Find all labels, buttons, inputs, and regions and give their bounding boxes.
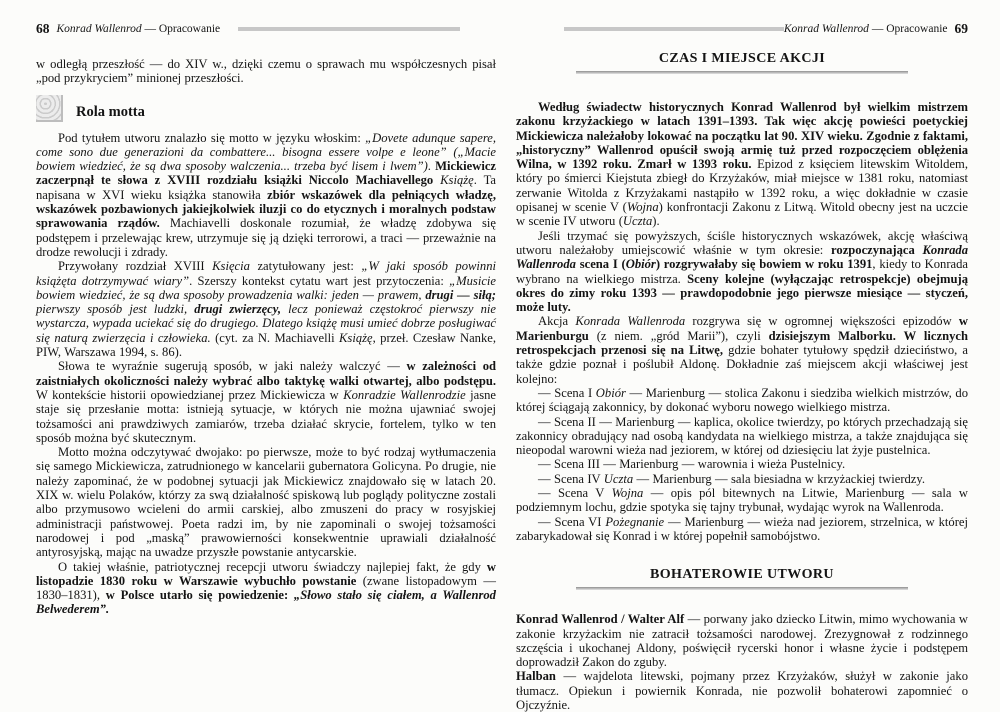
page-header-right — [516, 22, 968, 36]
page-header-left — [36, 22, 496, 36]
text-run: Książę — [339, 330, 373, 345]
text-run: Księcia — [212, 259, 250, 274]
text-run: Sceny kolejne (wyłączając retrospekcje) obejmują okres do zimy roku 1393 — prawdopodobnie jego pierwsze miesiące — styczeń, może luty. — [516, 271, 968, 315]
paragraph — [516, 100, 968, 229]
text-run: „Dovete adunque sapere, come sono due generazioni da combattere... bisogna essere volpe e leone” — [36, 130, 496, 159]
text-run: Pożegnanie — [605, 514, 665, 529]
text-run: — opis pól bitewnych na Litwie, Marienburg — sala w podziemnym lochu, gdzie spotyka się tajny trybunał, wydając wyrok na Wallenroda. — [516, 486, 968, 515]
text-run: drugi zwierzęcy, — [194, 302, 282, 317]
text-run: „Musicie bowiem wiedzieć, że są dwa sposoby prowadzenia walki: jeden — prawem, — [36, 273, 496, 302]
text-run: (z niem. „gród Marii”), czyli — [588, 328, 769, 343]
text-run: — wajdelota litewski, pojmany przez Krzyżaków, służył w zakonie jako tłumacz. Opiekun i powiernik Konrada, nie pozwolił bohaterowi zapomnieć o Ojczyźnie. — [516, 669, 968, 712]
text-run: Konradzie Wallenrodzie — [343, 387, 466, 402]
text-run: — Scena VI — [538, 514, 606, 529]
paragraph — [516, 314, 968, 385]
text-run: W kontekście historii opowiedzianej przez Mickiewicza w — [36, 387, 344, 402]
motto-section-heading — [36, 95, 496, 124]
paragraph — [516, 472, 968, 486]
page-number-left: 68 — [36, 21, 50, 36]
text-run: Pod tytułem utworu znalazło się motto w języku włoskim: — [58, 130, 366, 145]
text-run: „Słowo stało się ciałem, a Wallenrod Belwederem”. — [36, 588, 496, 617]
text-run: Przywołany rozdział XVIII — [58, 259, 213, 274]
bohaterowie-text — [516, 612, 968, 712]
text-run: — Marienburg — wieża nad jeziorem, strzelnica, w której zabarykadował się Konrad i w której popełnił samobójstwo. — [516, 514, 968, 543]
paragraph — [36, 259, 496, 359]
text-run: — Scena I — [538, 385, 596, 400]
paragraph — [36, 131, 496, 260]
text-run: rozgrywa się w ogromnej większości epizodów — [685, 314, 959, 329]
text-run: Halban — [516, 669, 556, 684]
text-run: — Marienburg — sala biesiadna w krzyżackiej twierdzy. — [633, 471, 926, 486]
text-run: O takiej właśnie, patriotycznej recepcji utworu świadczy najlepiej fakt, że gdy — [58, 559, 487, 574]
paragraph — [516, 515, 968, 544]
text-run: jasne staje się przesłanie motta: istnieją sytuacje, w których nie można ujawniać swojej tożsamości ani prawdziwych zamiarów, trzeba działać skrycie, fortelem, tylko w ten sposób można być skutecznym. — [36, 387, 497, 445]
text-run: Według świadectw historycznych Konrad Wallenrod był wielkim mistrzem zakonu krzyżackiego w latach 1391–1393. Tak więc akcję powieści poetyckiej Mickiewicza należałoby lokować na początku lat 90. XIV wieku. Zgodnie z faktami, „historyczny” Wallenrod opuścił swoją armię tuż przed rozpoczęciem oblężenia Wilna, w 1392 roku. Zmarł w 1393 roku. — [516, 100, 968, 172]
text-run: Mickiewicz zaczerpnął te słowa z XVIII rozdziału książki Niccolo Machiavellego — [36, 159, 496, 188]
text-run: Machiavelli doskonale rozumiał, że władzę zdobywa się podstępem i przelewając krew, utrzymuje się ją dzięki terrorowi, a traci — przeważnie na drodze rewolucji i zdrady. — [36, 216, 496, 259]
text-run: . Szerszy kontekst cytatu wart jest przytoczenia: — [189, 273, 450, 288]
text-run: — porwany jako dziecko Litwin, mimo wychowania w zakonie krzyżackim nie zatracił tożsamości narodowej. Zrezygnował z rodzinnego szczęścia i ukochanej Aldony, poświęcił rycerski honor i własne życie i podstępem doprowadził Zakon do zguby. — [516, 612, 968, 670]
text-run: Uczta — [603, 471, 634, 486]
text-run: Konrad Wallenrod / Walter Alf — [516, 612, 685, 627]
text-run: dzisiejszym Malborku. W licznych retrospekcjach przenosi się na Litwę, — [516, 328, 969, 358]
page-left — [36, 22, 496, 617]
text-run: w odległą przeszłość — do XIV w., dzięki czemu o sprawach mu współczesnych pisał „pod przykryciem” minionej przeszłości. — [36, 57, 496, 86]
running-title-suffix: — Opracowanie — [144, 23, 221, 35]
text-run: ). — [652, 214, 660, 229]
paragraph — [516, 669, 968, 712]
text-run: ) konfrontacji Zakonu z Litwą. Witold obecny jest na uczcie w scenie IV utworu ( — [516, 200, 968, 229]
text-run: w Polsce utarło się powiedzenie: — [105, 588, 294, 603]
running-title-right — [784, 23, 948, 35]
section-heading-rule — [576, 587, 908, 590]
text-run: Słowa te wyraźnie sugerują sposób, w jaki należy walczyć — — [58, 359, 407, 374]
text-run: gdzie bohater tytułowy spędził dzieciństwo, a także gdzie poznał i poślubił Aldonę. Dokładnie zaś miejscem akcji właściwej jest kolejno: — [516, 343, 969, 386]
paragraph — [516, 457, 968, 471]
text-run: , przeł. Czesław Nanke, PIW, Warszawa 1994, s. 86). — [36, 330, 496, 360]
text-run: — Scena II — Marienburg — kaplica, okolice twierdzy, po których przechadzają się zakonnicy obradujący nad osobą kandydata na wielkiego mistrza, a także znajdująca się nieopodal warowni wieża nad jeziorem, w której od dziesięciu lat żyje pustelnica. — [516, 414, 968, 458]
running-title-work: Konrad Wallenrod — [56, 23, 142, 35]
paragraph — [36, 445, 496, 559]
motto-section-text — [36, 131, 496, 617]
text-run: Motto można odczytywać dwojako: po pierwsze, może to być rodzaj wytłumaczenia się samego Mickiewicza, zatrudnionego w kancelarii gubernatora Golicyna. Po drugie, nie należy zapominać, że w podobnej sytuacji jak Mickiewicz znajdowało się w latach 20. XIX w. wielu Polaków, którzy za swą działalność spiskową lub poglądy polityczne zostali albo przymusowo wcieleni do armii carskiej, albo zmuszeni do pracy w rosyjskiej administracji państwowej. Poeta radzi im, by nie zapominali o swojej tożsamości narodowej i pod „maską” prawowierności konsekwentnie uprawiali działalność antyrosyjską, mając na uwadze przyszłe powstanie antycarskie. — [36, 445, 496, 560]
text-run: Uczta — [622, 214, 653, 229]
page-right — [516, 22, 968, 712]
text-run: ) rozgrywałaby się bowiem w roku 1391 — [655, 257, 873, 272]
text-run: Akcja — [538, 314, 576, 329]
intro-continuation-text — [36, 57, 496, 86]
section-heading-rule — [576, 71, 908, 74]
text-run: w Marienburgu — [516, 314, 969, 343]
running-title-suffix: — Opracowanie — [871, 23, 948, 35]
text-run: Konrada Wallenroda — [575, 314, 686, 329]
text-run: . Ta napisana w XVI wieku książka stanowiła — [36, 173, 496, 202]
motto-section-title: Rola motta — [76, 103, 145, 120]
text-run: Książę — [440, 173, 474, 188]
section-heading-czas-i-miejsce: CZAS I MIEJSCE AKCJI — [658, 51, 826, 66]
paragraph — [516, 612, 968, 669]
page-number-right: 69 — [954, 21, 968, 36]
paragraph — [516, 486, 968, 515]
header-rule-bar-right — [564, 27, 784, 31]
running-title-work: Konrad Wallenrod — [783, 23, 869, 35]
text-run: Epizod z księciem litewskim Witoldem, który po śmierci Kiejstuta zbiegł do Krzyżaków, miał miejsce w 1381 roku, natomiast zerwanie Witolda z Krzyżakami nastąpiło w 1392 roku, a więc dokładnie w czasie opisanej w scenie V ( — [516, 157, 969, 215]
paragraph — [36, 359, 496, 445]
text-run: (zwane listopadowym — 1830–1831), — [36, 573, 496, 603]
header-rule-bar-left — [238, 27, 460, 31]
paragraph — [36, 57, 496, 86]
text-run: Jeśli trzymać się powyższych, ściśle historycznych wskazówek, akcję właściwą utworu należałoby umiejscowić właśnie w tym okresie: — [516, 228, 968, 257]
czas-i-miejsce-text — [516, 100, 968, 543]
text-run: („Macie bowiem wiedzieć, że są dwa sposoby walczenia... trzeba być lisem i lwem”) — [36, 144, 496, 174]
text-run: (cyt. za N. Machiavelli — [210, 330, 340, 345]
text-run: — Scena III — Marienburg — warownia i wieża Pustelnicy. — [538, 457, 846, 472]
text-run: Konrada Wallenroda — [516, 242, 968, 272]
text-run: Wojna — [626, 200, 659, 215]
text-run: „W jaki sposób powinni książęta dotrzymywać wiary” — [36, 259, 497, 288]
running-title-left — [57, 23, 221, 35]
text-run: drugi — siłą; — [425, 287, 496, 302]
text-run: Wojna — [611, 486, 644, 501]
paragraph — [36, 560, 496, 617]
paragraph — [516, 229, 968, 315]
text-run: Obiór — [595, 385, 626, 400]
text-run: . — [427, 159, 436, 174]
text-run: w zależności od zaistniałych okoliczności należy wybrać albo taktykę walki otwartej, albo podstępu. — [36, 359, 496, 388]
swirl-ornament-icon — [36, 95, 63, 122]
text-run: pierwszy sposób jest ludzki, — [36, 302, 195, 317]
text-run: — Marienburg — stolica Zakonu i siedziba wielkich mistrzów, do której ściągają zakonnicy, by dokonać wyboru nowego wielkiego mistrza. — [516, 385, 968, 415]
text-run: zatytułowany jest: — [249, 259, 362, 274]
text-run: zbiór wskazówek dla pełniących władzę, wskazówek pozbawionych jakiejkolwiek iluzji co do etycznych i moralnych podstaw sprawowania rządów. — [36, 187, 496, 231]
section-heading-bohaterowie: BOHATEROWIE UTWORU — [650, 567, 834, 583]
text-run: lecz ponieważ częstokroć pierwszy nie wystarcza, wypada uciekać się do drugiego. Dlatego książę musi umieć dobrze posługiwać się naturą zwierzęcia i człowieka. — [36, 302, 496, 345]
text-run: rozpoczynająca — [831, 242, 923, 257]
text-run: w listopadzie 1830 roku w Warszawie wybuchło powstanie — [36, 559, 496, 588]
text-run: — Scena V — [538, 486, 612, 501]
text-run: , kiedy to Konrada wybrano na wielkiego mistrza. — [516, 257, 968, 286]
text-run: scena I ( — [575, 257, 626, 272]
paragraph — [516, 415, 968, 458]
paragraph — [516, 386, 968, 415]
text-run: — Scena IV — [538, 471, 604, 486]
text-run: Obiór — [625, 257, 656, 272]
